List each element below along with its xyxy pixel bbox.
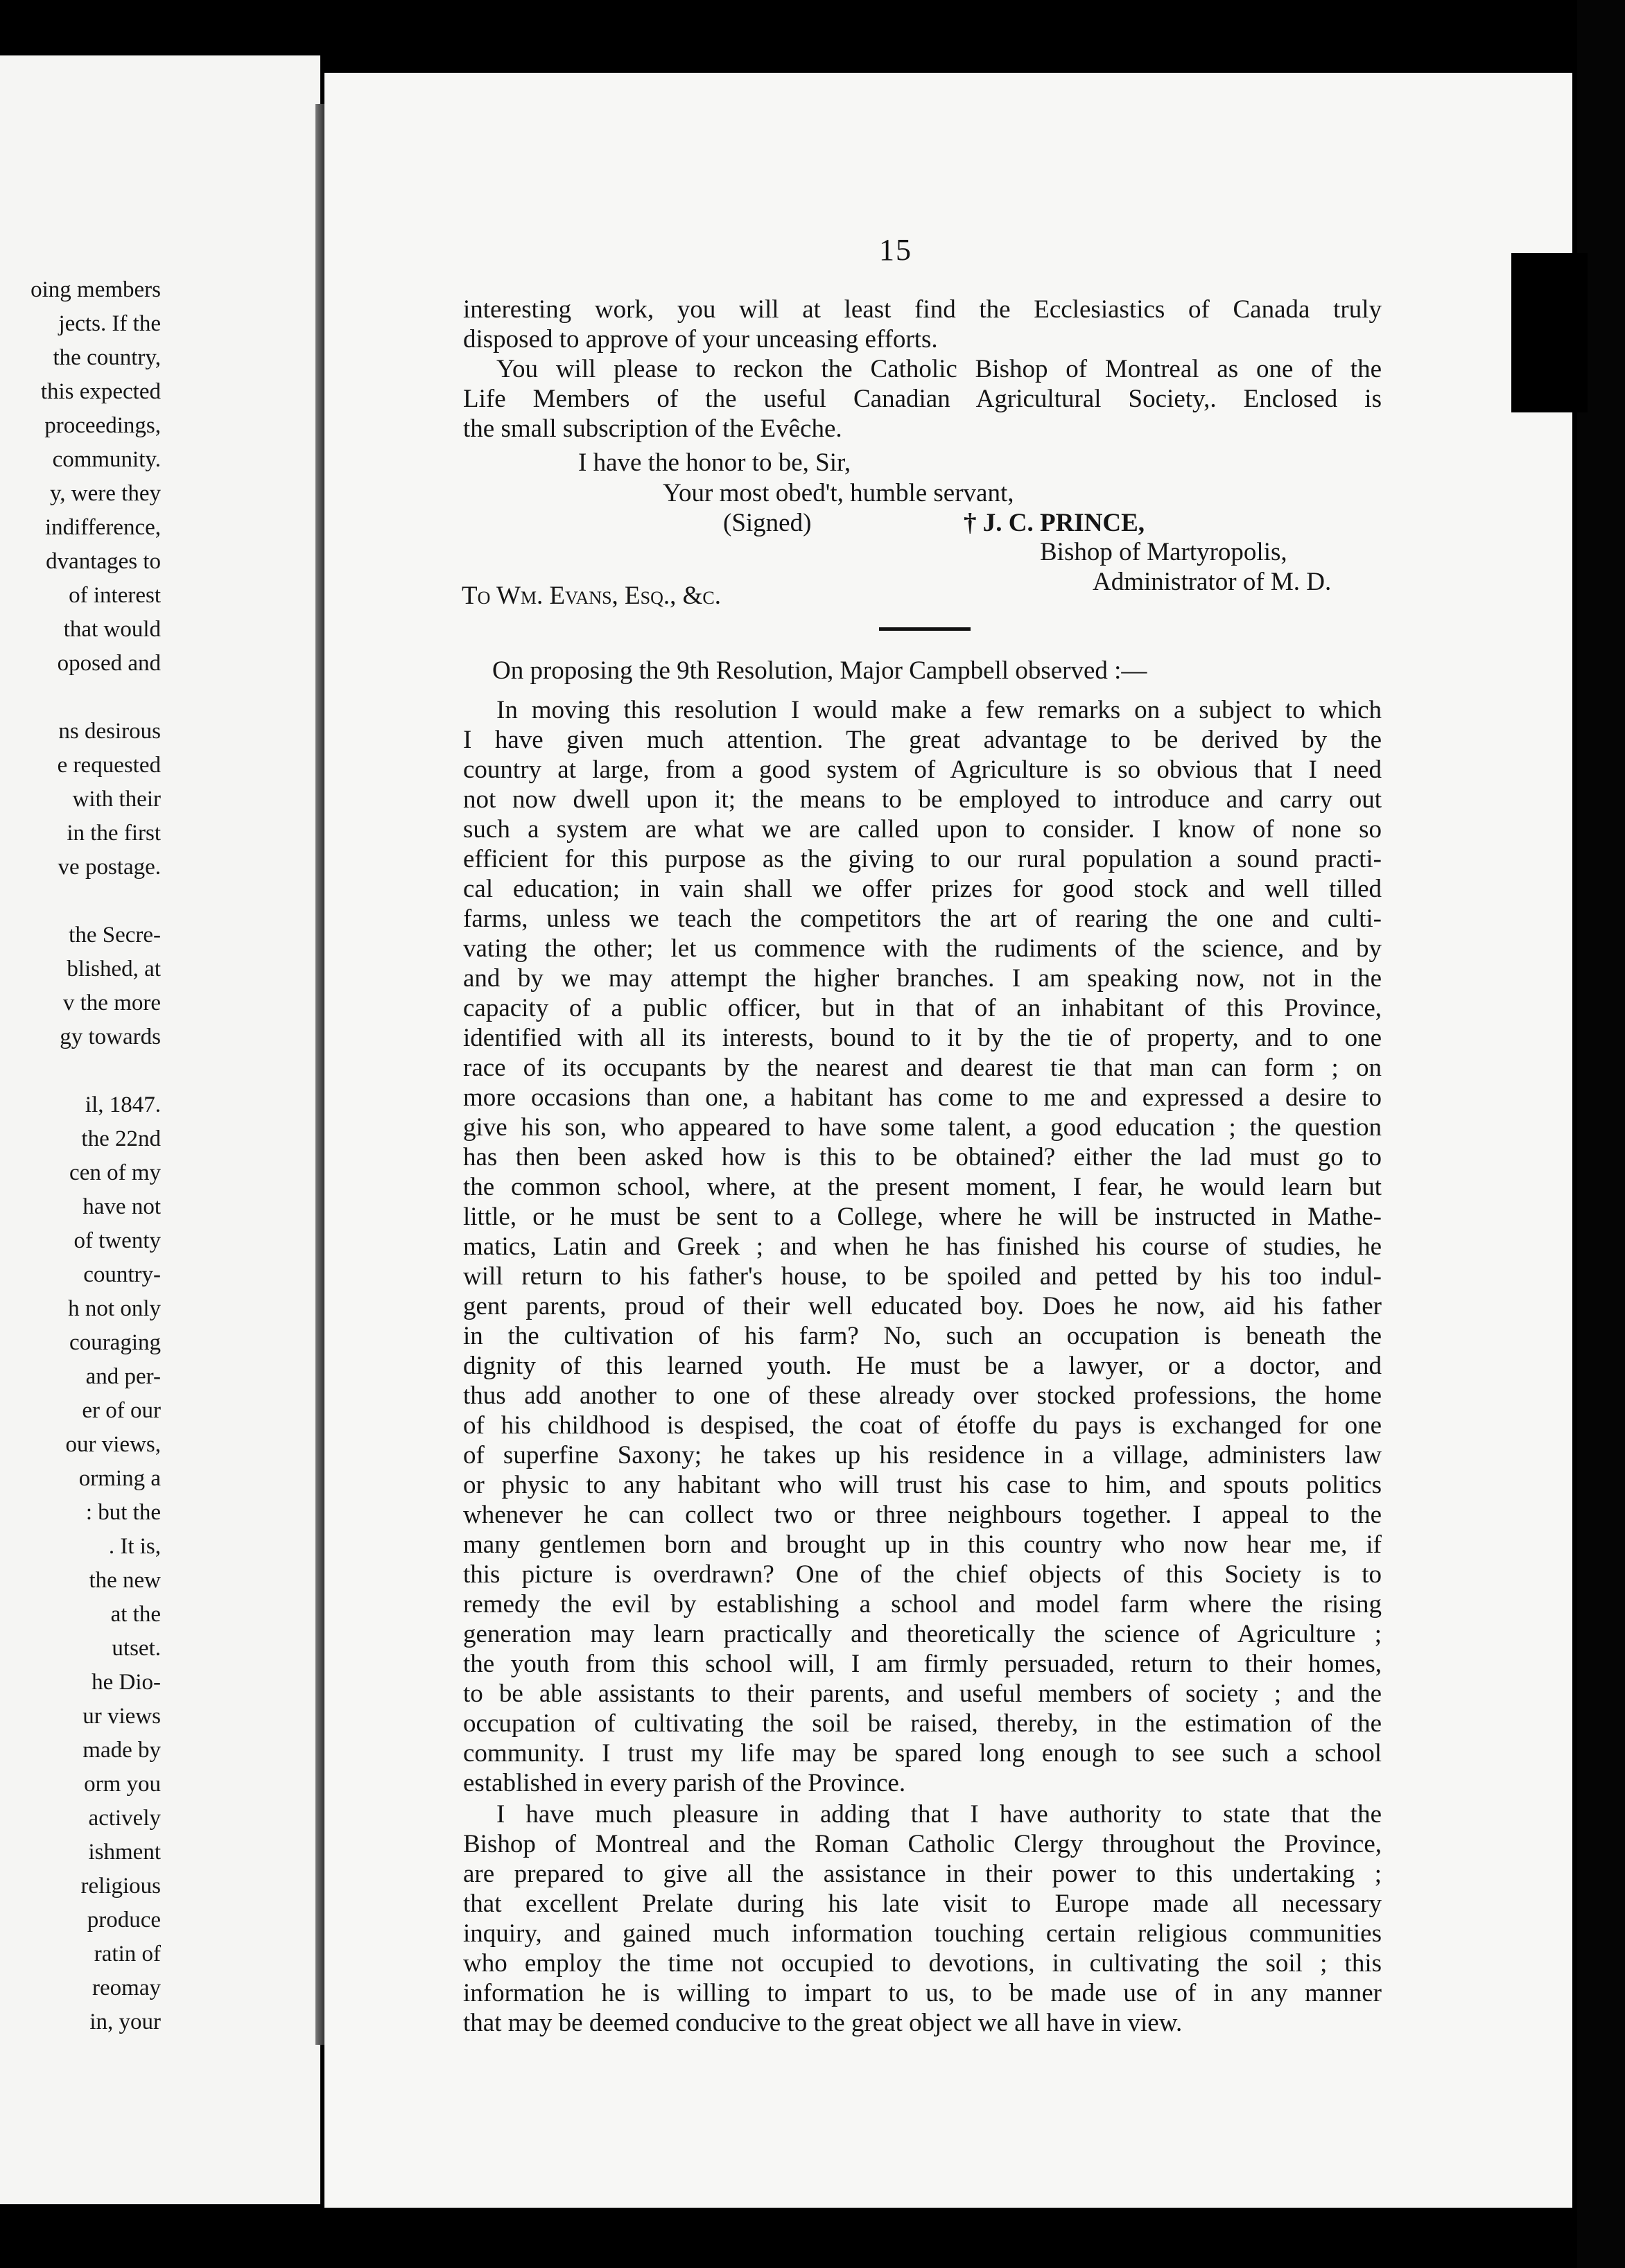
previous-page-line: orm you	[84, 1772, 161, 1797]
letter-line: interesting work, you will at least find the Ecclesiastics of Canada truly	[463, 295, 1382, 324]
previous-page-line: il, 1847.	[85, 1092, 161, 1117]
speech-line: I have given much attention. The great advantage to be derived by the	[463, 726, 1382, 754]
previous-page-line: country-	[83, 1262, 161, 1287]
speech-intro: On proposing the 9th Resolution, Major Campbell observed :—	[492, 656, 1147, 685]
previous-page-line: gy towards	[60, 1024, 161, 1049]
letter-addressee: To Wm. Evans, Esq., &c.	[462, 582, 721, 610]
speech-line: matics, Latin and Greek ; and when he has finished his course of studies, he	[463, 1232, 1382, 1261]
previous-page-line: made by	[82, 1738, 161, 1763]
previous-page-line: ratin of	[94, 1942, 161, 1966]
previous-page-line: e requested	[57, 753, 161, 778]
previous-page-line: that would	[63, 617, 161, 642]
previous-page-line: community.	[52, 447, 161, 472]
letter-line: You will please to reckon the Catholic Bishop of Montreal as one of the	[496, 355, 1382, 383]
previous-page-line: ve postage.	[58, 855, 161, 880]
letter-signatory: † J. C. PRINCE,	[964, 509, 1145, 537]
previous-page-line: this expected	[40, 379, 161, 404]
previous-page-line: ishment	[88, 1840, 161, 1865]
speech-line: I have much pleasure in adding that I have authority to state that the	[496, 1800, 1382, 1829]
speech-line: occupation of cultivating the soil be raised, thereby, in the estimation of the	[463, 1709, 1382, 1738]
speech-line: more occasions than one, a habitant has come to me and expressed a desire to	[463, 1083, 1382, 1112]
speech-line: cal education; in vain shall we offer prizes for good stock and well tilled	[463, 875, 1382, 903]
letter-closing-1: I have the honor to be, Sir,	[578, 448, 851, 477]
previous-page-line: at the	[110, 1602, 161, 1627]
speech-line: of superfine Saxony; he takes up his residence in a village, administers law	[463, 1441, 1382, 1469]
previous-page-line: oing members	[31, 277, 161, 302]
letter-closing-2: Your most obed't, humble servant,	[663, 479, 1014, 507]
previous-page-line: he Dio-	[92, 1670, 161, 1695]
speech-line: dignity of this learned youth. He must be a lawyer, or a doctor, and	[463, 1352, 1382, 1380]
speech-line: inquiry, and gained much information touching certain religious communities	[463, 1919, 1382, 1948]
speech-line: that may be deemed conducive to the great object we all have in view.	[463, 2009, 1183, 2037]
previous-page-line: religious	[80, 1874, 161, 1899]
letter-signed: (Signed)	[723, 509, 812, 537]
letter-line: disposed to approve of your unceasing efforts.	[463, 325, 938, 354]
letter-line: the small subscription of the Evêche.	[463, 415, 842, 443]
speech-line: country at large, from a good system of Agriculture is so obvious that I need	[463, 756, 1382, 784]
previous-page-line: with their	[72, 787, 161, 812]
previous-page-line: the country,	[53, 345, 161, 370]
speech-line: this picture is overdrawn? One of the chief objects of this Society is to	[463, 1560, 1382, 1589]
section-rule	[879, 627, 971, 631]
speech-line: or physic to any habitant who will trust his case to him, and spouts politics	[463, 1471, 1382, 1499]
speech-line: that excellent Prelate during his late visit to Europe made all necessary	[463, 1890, 1382, 1918]
previous-page-line: h not only	[68, 1296, 161, 1321]
speech-line: gent parents, proud of their well educated boy. Does he now, aid his father	[463, 1292, 1382, 1320]
speech-line: Bishop of Montreal and the Roman Catholic Clergy throughout the Province,	[463, 1830, 1382, 1858]
speech-line: in the cultivation of his farm? No, such an occupation is beneath the	[463, 1322, 1382, 1350]
previous-page-line: ns desirous	[58, 719, 161, 744]
speech-line: who employ the time not occupied to devotions, in cultivating the soil ; this	[463, 1949, 1382, 1978]
speech-line: identified with all its interests, bound to it by the tie of property, and to one	[463, 1024, 1382, 1052]
previous-page-line: er of our	[82, 1398, 161, 1423]
speech-line: to be able assistants to their parents, and useful members of society ; and the	[463, 1680, 1382, 1708]
previous-page-line: of interest	[69, 583, 161, 608]
speech-line: the common school, where, at the present moment, I fear, he would learn but	[463, 1173, 1382, 1201]
speech-line: and by we may attempt the higher branches. I am speaking now, not in the	[463, 964, 1382, 993]
previous-page-line: produce	[87, 1908, 161, 1933]
speech-line: of his childhood is despised, the coat of étoffe du pays is exchanged for one	[463, 1411, 1382, 1440]
previous-page-line: reomay	[92, 1975, 161, 2000]
letter-title-1: Bishop of Martyropolis,	[1040, 538, 1287, 566]
previous-page-line: have not	[82, 1194, 161, 1219]
speech-line: established in every parish of the Province.	[463, 1769, 906, 1797]
previous-page-line: dvantages to	[46, 549, 161, 574]
previous-page-line: in, your	[89, 2009, 161, 2034]
speech-line: capacity of a public officer, but in that of an inhabitant of this Province,	[463, 994, 1382, 1022]
previous-page-line: of twenty	[73, 1228, 161, 1253]
previous-page-line: in the first	[67, 821, 161, 846]
previous-page-line: the Secre-	[69, 923, 161, 948]
previous-page-line: blished, at	[67, 957, 161, 982]
previous-page-line: y, were they	[49, 481, 161, 506]
previous-page-line: jects. If the	[58, 311, 161, 336]
speech-line: has then been asked how is this to be obtained? either the lad must go to	[463, 1143, 1382, 1171]
previous-page-line: actively	[88, 1806, 161, 1831]
speech-line: will return to his father's house, to be spoiled and petted by his too indul-	[463, 1262, 1382, 1291]
previous-page-line: orming a	[78, 1466, 161, 1491]
letter-body	[463, 295, 1382, 444]
speech-line: not now dwell upon it; the means to be employed to introduce and carry out	[463, 785, 1382, 814]
page-edge-tear	[1511, 253, 1588, 412]
speech-line: vating the other; let us commence with the rudiments of the science, and by	[463, 934, 1382, 963]
previous-page-line: couraging	[69, 1330, 161, 1355]
speech-line: generation may learn practically and theoretically the science of Agriculture ;	[463, 1620, 1382, 1648]
previous-page-line: . It is,	[108, 1534, 161, 1559]
speech-line: farms, unless we teach the competitors the art of rearing the one and culti-	[463, 905, 1382, 933]
speech-line: thus add another to one of these already over stocked professions, the home	[463, 1381, 1382, 1410]
previous-page-line: indifference,	[44, 515, 161, 540]
previous-page-line: and per-	[85, 1364, 161, 1389]
letter-line: Life Members of the useful Canadian Agricultural Society,. Enclosed is	[463, 385, 1382, 413]
previous-page-line: utset.	[112, 1636, 161, 1661]
speech-line: race of its occupants by the nearest and dearest tie that man can form ; on	[463, 1054, 1382, 1082]
page-number: 15	[879, 233, 912, 267]
previous-page-fragment	[0, 55, 320, 2204]
speech-line: the youth from this school will, I am firmly persuaded, return to their homes,	[463, 1650, 1382, 1678]
previous-page-line: ur views	[82, 1704, 161, 1729]
speech-paragraph-2	[463, 1799, 1382, 2038]
speech-line: many gentlemen born and brought up in this country who now hear me, if	[463, 1530, 1382, 1559]
speech-line: such a system are what we are called upon to consider. I know of none so	[463, 815, 1382, 844]
previous-page-line: cen of my	[69, 1160, 161, 1185]
previous-page-line: v the more	[62, 991, 161, 1015]
speech-line: efficient for this purpose as the giving to our rural population a sound practi-	[463, 845, 1382, 873]
speech-line: give his son, who appeared to have some talent, a good education ; the question	[463, 1113, 1382, 1142]
speech-line: little, or he must be sent to a College, where he will be instructed in Mathe-	[463, 1203, 1382, 1231]
previous-page-line: oposed and	[57, 651, 161, 676]
previous-page-line: the new	[89, 1568, 161, 1593]
speech-line: In moving this resolution I would make a few remarks on a subject to which	[496, 696, 1382, 724]
previous-page-line: our views,	[65, 1432, 161, 1457]
speech-line: community. I trust my life may be spared long enough to see such a school	[463, 1739, 1382, 1768]
speech-line: whenever he can collect two or three neighbours together. I appeal to the	[463, 1501, 1382, 1529]
speech-line: information he is willing to impart to us, to be made use of in any manner	[463, 1979, 1382, 2007]
previous-page-line: proceedings,	[44, 413, 161, 438]
previous-page-line: the 22nd	[81, 1126, 161, 1151]
speech-line: remedy the evil by establishing a school and model farm where the rising	[463, 1590, 1382, 1619]
letter-title-2: Administrator of M. D.	[1093, 568, 1332, 596]
previous-page-line: : but the	[85, 1500, 161, 1525]
speech-paragraph-1	[463, 695, 1382, 1798]
speech-line: are prepared to give all the assistance in their power to this undertaking ;	[463, 1860, 1382, 1888]
